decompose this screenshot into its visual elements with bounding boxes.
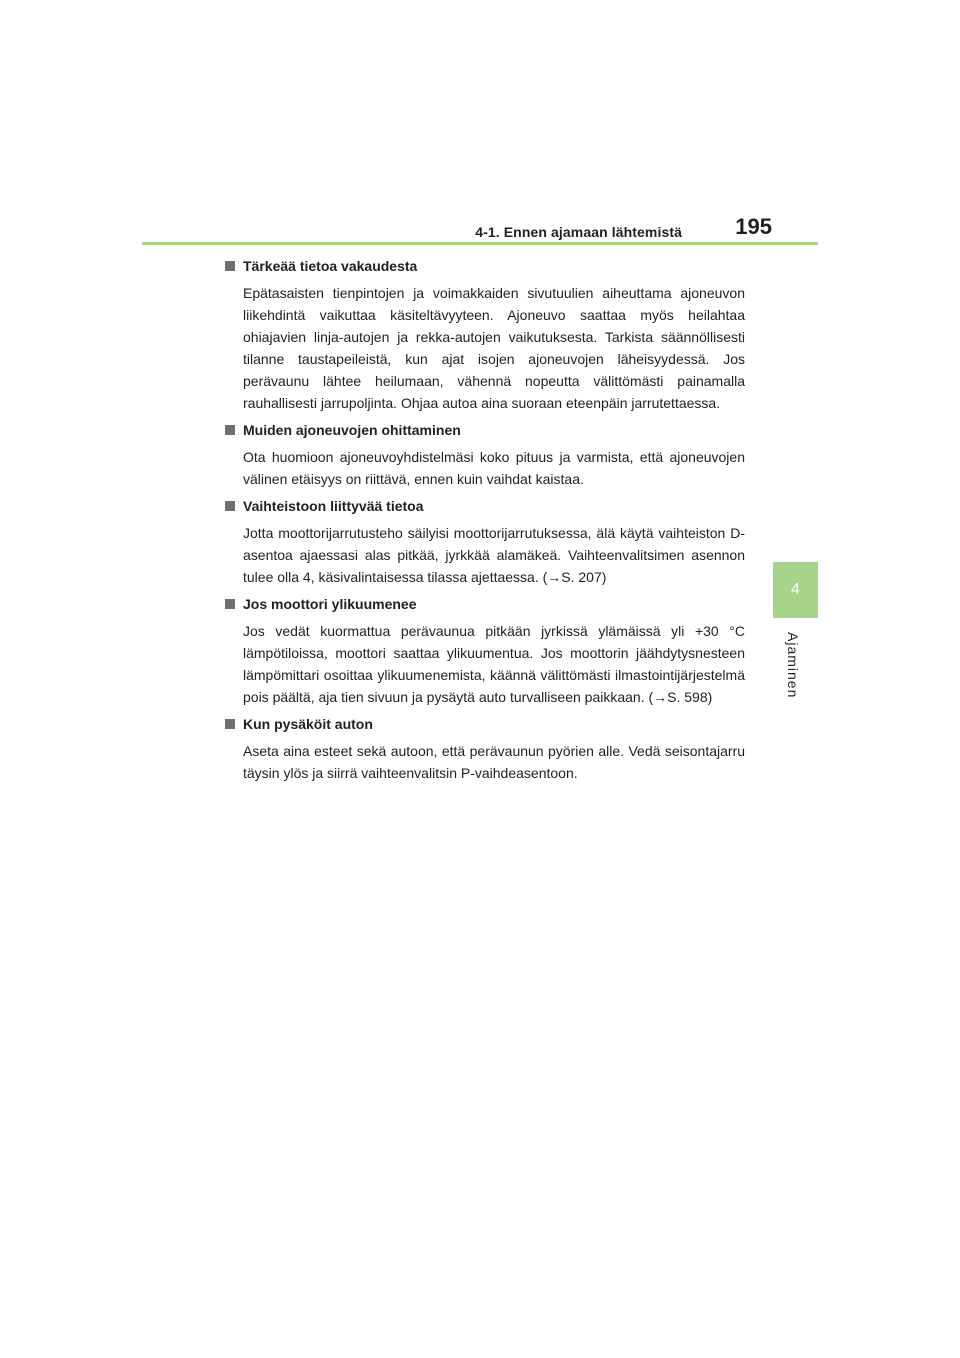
chapter-tab <box>773 562 818 618</box>
section-title: Jos moottori ylikuumenee <box>243 596 417 612</box>
page-number: 195 <box>735 214 772 239</box>
header-divider <box>142 242 818 245</box>
section-heading <box>225 714 745 734</box>
page-content <box>225 256 745 790</box>
section-title: Tärkeää tietoa vakaudesta <box>243 258 418 274</box>
section-parking <box>225 714 745 784</box>
square-bullet-icon <box>225 425 235 435</box>
section-heading <box>225 256 745 276</box>
section-heading <box>225 420 745 440</box>
square-bullet-icon <box>225 501 235 511</box>
square-bullet-icon <box>225 599 235 609</box>
section-body: Epätasaisten tienpintojen ja voimakkaiden sivutuulien aiheuttama ajoneuvon liikehdintä vaikuttaa käsiteltävyyteen. Ajoneuvo saattaa myös heilahtaa ohiajavien linja-autojen ja rekka-autojen vaikutuksesta. Tarkista säännöllisesti tilanne taustapeileistä, kun ajat isojen ajoneuvojen läheisyydessä. Jos perävaunu lähtee heilumaan, vähennä nopeutta välittömästi painamalla rauhallisesti jarrupoljinta. Ohjaa autoa aina suoraan eteenpäin jarrutettaessa. <box>243 285 745 411</box>
section-overtaking <box>225 420 745 490</box>
section-title: Vaihteistoon liittyvää tietoa <box>243 498 424 514</box>
header-section-title: 4-1. Ennen ajamaan lähtemistä <box>475 224 682 240</box>
chapter-number: 4 <box>791 581 800 598</box>
section-body: Jotta moottorijarrutusteho säilyisi moottorijarrutuksessa, älä käytä vaihteiston D-asentoa ajaessasi alas pitkää, jyrkkää alamäkeä. Vaihteenvalitsimen asennon tulee olla 4, käsivalintaisessa tilassa ajettaessa. (→S. 207) <box>243 525 745 585</box>
square-bullet-icon <box>225 261 235 271</box>
section-body: Ota huomioon ajoneuvoyhdistelmäsi koko pituus ja varmista, että ajoneuvojen välinen etäisyys on riittävä, ennen kuin vaihdat kaistaa. <box>243 449 745 487</box>
section-body: Aseta aina esteet sekä autoon, että perävaunun pyörien alle. Vedä seisontajarru täysin ylös ja siirrä vaihteenvalitsin P-vaihdeasentoon. <box>243 743 745 781</box>
section-transmission <box>225 496 745 588</box>
section-heading <box>225 594 745 614</box>
section-body: Jos vedät kuormattua perävaunua pitkään jyrkissä ylämäissä yli +30 °C lämpötiloissa, moottori saattaa ylikuumentua. Jos moottorin jäähdytysnesteen lämpömittari osoittaa ylikuumenemista, käännä välittömästi ilmastointijärjestelmä pois päältä, aja tien sivuun ja pysäytä auto turvalliseen paikkaan. (→S. 598) <box>243 623 745 705</box>
chapter-label: Ajaminen <box>785 632 801 699</box>
section-heading <box>225 496 745 516</box>
section-title: Kun pysäköit auton <box>243 716 373 732</box>
section-overheating <box>225 594 745 708</box>
page-header <box>142 210 818 246</box>
section-title: Muiden ajoneuvojen ohittaminen <box>243 422 461 438</box>
section-stability <box>225 256 745 414</box>
square-bullet-icon <box>225 719 235 729</box>
